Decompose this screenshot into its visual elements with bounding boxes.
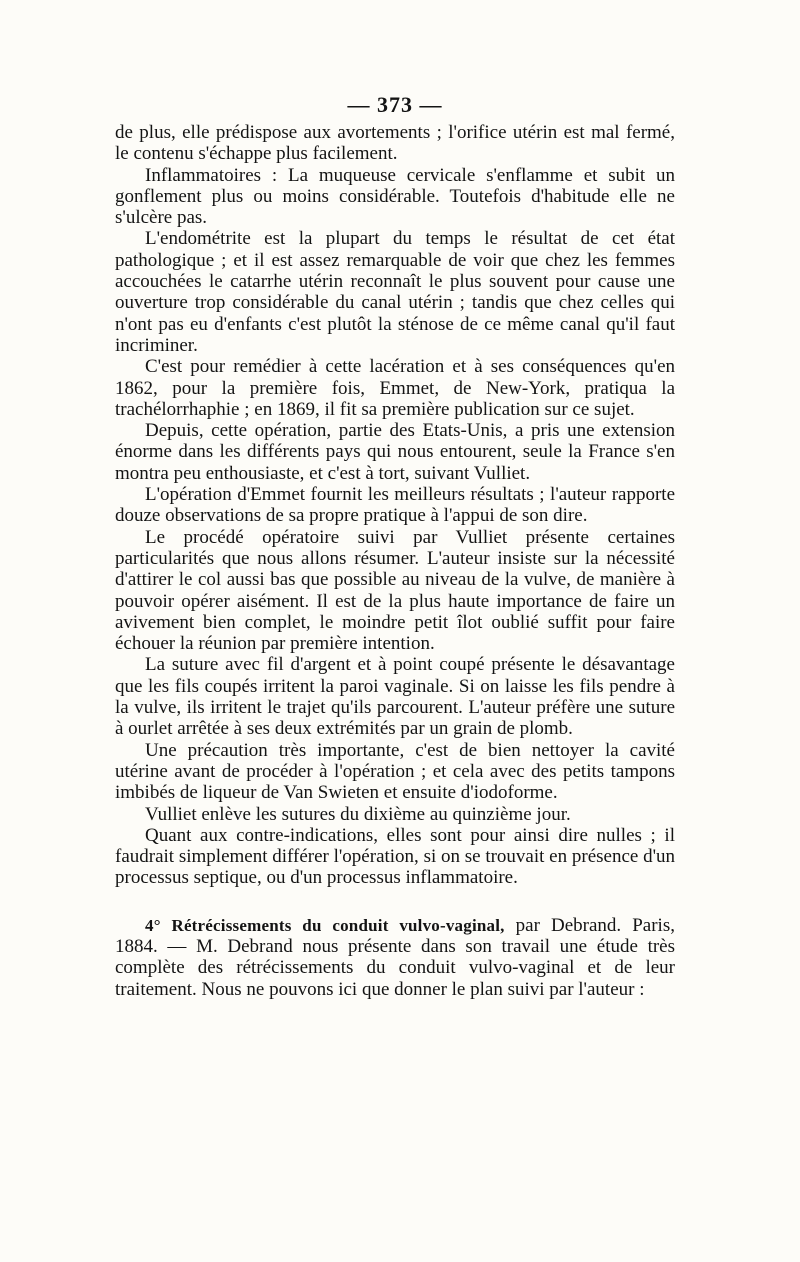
section-gap <box>115 889 675 915</box>
paragraph-inflammatoires: Inflammatoires : La muqueuse cervicale s'enflamme et subit un gonflement plus ou moins considérable. Toutefois d'habitude elle ne s'ulcère pas. <box>115 164 675 229</box>
paragraph-contraindications: Quant aux contre-indications, elles sont pour ainsi dire nulles ; il faudrait simplement différer l'opération, si on se trouvait en présence d'un processus septique, ou d'un processus inflammatoire. <box>115 824 675 889</box>
paragraph-continuation: de plus, elle prédispose aux avortements ; l'orifice utérin est mal fermé, le contenu s'échappe plus facilement. <box>115 122 675 165</box>
page-number: — 373 — <box>347 92 443 117</box>
paragraph-results: L'opération d'Emmet fournit les meilleurs résultats ; l'auteur rapporte douze observations de sa propre pratique à l'appui de son dire. <box>115 484 675 527</box>
paragraph-suture-removal: Vulliet enlève les sutures du dixième au quinzième jour. <box>145 803 571 825</box>
section-body: par Debrand. Paris, 1884. — M. Debrand nous présente dans son travail une étude très complète des rétrécissements du conduit vulvo-vaginal et de leur traitement. Nous ne pouvons ici que donner le plan suivi par l'auteur : <box>115 914 675 1000</box>
section-heading: 4° Rétrécissements du conduit vulvo-vaginal, <box>145 915 505 935</box>
paragraph-extension: Depuis, cette opération, partie des Etats-Unis, a pris une extension énorme dans les différents pays qui nous entourent, seule la France s'en montra peu enthousiaste, et c'est à tort, suivant Vulliet. <box>115 420 675 484</box>
paragraph-section-4 <box>115 915 675 1000</box>
paragraph-endometrite: L'endométrite est la plupart du temps le résultat de cet état pathologique ; et il est assez remarquable de voir que chez les femmes accouchées le catarrhe utérin reconnaît le plus souvent pour cause une ouverture trop considérable du canal utérin ; tandis que chez celles qui n'ont pas eu d'enfants c'est plutôt la sténose de ce même canal qu'il faut incriminer. <box>115 228 675 356</box>
paragraph-procedure: Le procédé opératoire suivi par Vulliet présente certaines particularités que nous allons résumer. L'auteur insiste sur la nécessité d'attirer le col aussi bas que possible au niveau de la vulve, de manière à pouvoir opérer aisément. Il est de la plus haute importance de faire un avivement bien complet, le moindre petit îlot oublié suffit pour faire échouer la réunion par première intention. <box>115 526 675 655</box>
paragraph-suture: La suture avec fil d'argent et à point coupé présente le désavantage que les fils coupés irritent la paroi vaginale. Si on laisse les fils pendre à la vulve, ils irritent le trajet qu'ils parcourent. L'auteur préfère une suture à ourlet arrêtée à ses deux extrémités par un grain de plomb. <box>115 654 675 740</box>
paragraph-precaution: Une précaution très importante, c'est de bien nettoyer la cavité utérine avant de procéder à l'opération ; et cela avec des petits tampons imbibés de liqueur de Van Swieten et ensuite d'iodoforme. <box>115 739 675 804</box>
book-page <box>115 88 675 1000</box>
paragraph-emmet-history: C'est pour remédier à cette lacération et à ses conséquences qu'en 1862, pour la première fois, Emmet, de New-York, pratiqua la trachélorrhaphie ; en 1869, il fit sa première publication sur ce sujet. <box>115 356 675 420</box>
